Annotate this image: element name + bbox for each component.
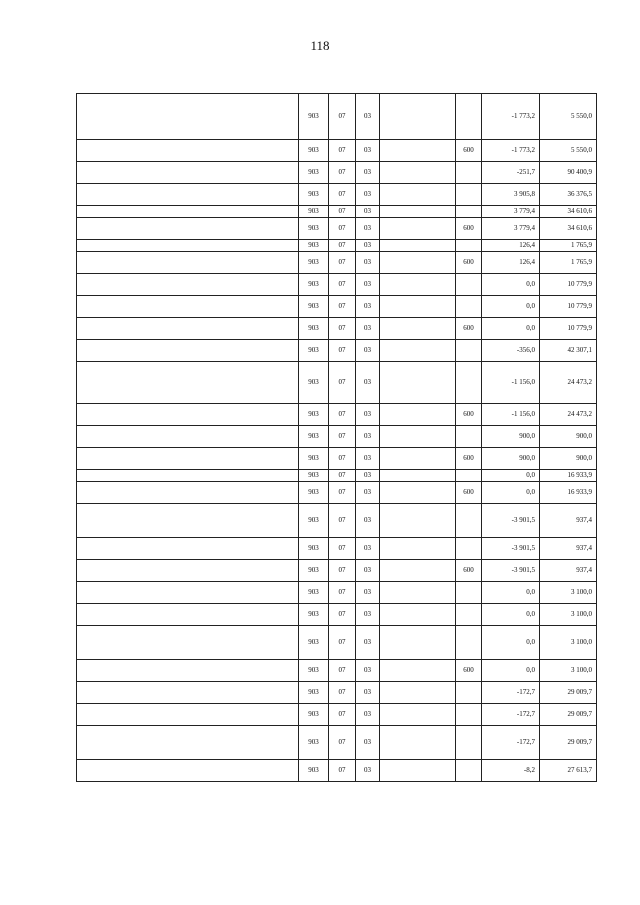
table-row (77, 240, 597, 252)
row-description (77, 704, 299, 726)
row-change-amount: 3 905,8 (482, 184, 540, 206)
table-row (77, 626, 597, 660)
row-description (77, 504, 299, 538)
table-row (77, 482, 597, 504)
row-description (77, 682, 299, 704)
row-change-amount: -1 156,0 (482, 404, 540, 426)
row-change-amount: -3 901,5 (482, 560, 540, 582)
row-ministry-code: 903 (299, 448, 329, 470)
row-subsection-code: 03 (356, 184, 380, 206)
row-description (77, 626, 299, 660)
row-ministry-code: 903 (299, 604, 329, 626)
row-subsection-code: 03 (356, 162, 380, 184)
row-change-amount: 126,4 (482, 240, 540, 252)
row-description (77, 760, 299, 782)
row-ministry-code: 903 (299, 162, 329, 184)
row-expense-type (456, 274, 482, 296)
row-article-code (380, 582, 456, 604)
row-ministry-code: 903 (299, 482, 329, 504)
row-total-amount: 10 779,9 (540, 296, 597, 318)
row-total-amount: 24 473,2 (540, 362, 597, 404)
row-description (77, 240, 299, 252)
row-section-code: 07 (329, 604, 356, 626)
row-ministry-code: 903 (299, 660, 329, 682)
row-change-amount: 126,4 (482, 252, 540, 274)
table-row (77, 218, 597, 240)
row-subsection-code: 03 (356, 318, 380, 340)
row-description (77, 482, 299, 504)
row-total-amount: 900,0 (540, 448, 597, 470)
row-section-code: 07 (329, 760, 356, 782)
row-subsection-code: 03 (356, 252, 380, 274)
row-subsection-code: 03 (356, 94, 380, 140)
row-subsection-code: 03 (356, 582, 380, 604)
row-article-code (380, 362, 456, 404)
row-description (77, 218, 299, 240)
row-article-code (380, 760, 456, 782)
row-total-amount: 27 613,7 (540, 760, 597, 782)
row-expense-type: 600 (456, 318, 482, 340)
row-subsection-code: 03 (356, 404, 380, 426)
row-subsection-code: 03 (356, 482, 380, 504)
row-subsection-code: 03 (356, 426, 380, 448)
row-subsection-code: 03 (356, 206, 380, 218)
row-section-code: 07 (329, 726, 356, 760)
row-article-code (380, 318, 456, 340)
row-subsection-code: 03 (356, 296, 380, 318)
row-section-code: 07 (329, 218, 356, 240)
table-row (77, 404, 597, 426)
table-row (77, 660, 597, 682)
row-change-amount: 0,0 (482, 582, 540, 604)
row-section-code: 07 (329, 482, 356, 504)
row-article-code (380, 504, 456, 538)
row-ministry-code: 903 (299, 318, 329, 340)
row-subsection-code: 03 (356, 470, 380, 482)
row-expense-type (456, 504, 482, 538)
page-number: 118 (310, 38, 330, 53)
row-change-amount: 3 779,4 (482, 218, 540, 240)
row-subsection-code: 03 (356, 340, 380, 362)
row-section-code: 07 (329, 340, 356, 362)
row-expense-type (456, 162, 482, 184)
row-subsection-code: 03 (356, 274, 380, 296)
row-section-code: 07 (329, 94, 356, 140)
row-section-code: 07 (329, 660, 356, 682)
row-ministry-code: 903 (299, 404, 329, 426)
row-expense-type (456, 362, 482, 404)
row-total-amount: 1 765,9 (540, 252, 597, 274)
row-total-amount: 16 933,9 (540, 470, 597, 482)
row-article-code (380, 704, 456, 726)
row-change-amount: -3 901,5 (482, 504, 540, 538)
table-row (77, 538, 597, 560)
row-change-amount: 0,0 (482, 604, 540, 626)
row-article-code (380, 340, 456, 362)
row-change-amount: 900,0 (482, 448, 540, 470)
row-ministry-code: 903 (299, 362, 329, 404)
row-total-amount: 5 550,0 (540, 140, 597, 162)
row-section-code: 07 (329, 504, 356, 538)
row-section-code: 07 (329, 140, 356, 162)
row-total-amount: 937,4 (540, 538, 597, 560)
row-section-code: 07 (329, 682, 356, 704)
row-total-amount: 3 100,0 (540, 626, 597, 660)
row-change-amount: -1 773,2 (482, 94, 540, 140)
row-total-amount: 1 765,9 (540, 240, 597, 252)
row-description (77, 582, 299, 604)
row-change-amount: -1 156,0 (482, 362, 540, 404)
row-description (77, 296, 299, 318)
table-row (77, 448, 597, 470)
row-description (77, 274, 299, 296)
row-expense-type (456, 184, 482, 206)
row-change-amount: 0,0 (482, 274, 540, 296)
row-article-code (380, 726, 456, 760)
row-expense-type (456, 682, 482, 704)
table-row (77, 726, 597, 760)
row-section-code: 07 (329, 470, 356, 482)
table-row (77, 274, 597, 296)
row-ministry-code: 903 (299, 470, 329, 482)
row-subsection-code: 03 (356, 140, 380, 162)
table-row (77, 296, 597, 318)
table-row (77, 760, 597, 782)
row-description (77, 560, 299, 582)
row-ministry-code: 903 (299, 682, 329, 704)
row-article-code (380, 404, 456, 426)
row-change-amount: -172,7 (482, 704, 540, 726)
row-expense-type: 600 (456, 482, 482, 504)
row-subsection-code: 03 (356, 362, 380, 404)
row-section-code: 07 (329, 362, 356, 404)
row-subsection-code: 03 (356, 538, 380, 560)
row-article-code (380, 162, 456, 184)
row-change-amount: 0,0 (482, 482, 540, 504)
row-article-code (380, 296, 456, 318)
table-row (77, 252, 597, 274)
row-description (77, 162, 299, 184)
row-article-code (380, 94, 456, 140)
row-section-code: 07 (329, 318, 356, 340)
row-ministry-code: 903 (299, 94, 329, 140)
row-description (77, 140, 299, 162)
row-expense-type (456, 426, 482, 448)
row-ministry-code: 903 (299, 626, 329, 660)
row-ministry-code: 903 (299, 704, 329, 726)
row-expense-type: 600 (456, 404, 482, 426)
row-expense-type (456, 240, 482, 252)
table-row (77, 426, 597, 448)
row-section-code: 07 (329, 538, 356, 560)
row-article-code (380, 274, 456, 296)
row-description (77, 604, 299, 626)
row-article-code (380, 218, 456, 240)
row-subsection-code: 03 (356, 448, 380, 470)
row-expense-type (456, 340, 482, 362)
row-total-amount: 937,4 (540, 504, 597, 538)
row-expense-type: 600 (456, 252, 482, 274)
row-expense-type (456, 538, 482, 560)
row-total-amount: 29 009,7 (540, 704, 597, 726)
table-row (77, 582, 597, 604)
row-article-code (380, 252, 456, 274)
row-article-code (380, 140, 456, 162)
table-row (77, 362, 597, 404)
row-change-amount: 0,0 (482, 470, 540, 482)
table-row (77, 94, 597, 140)
row-total-amount: 5 550,0 (540, 94, 597, 140)
row-section-code: 07 (329, 704, 356, 726)
row-expense-type (456, 704, 482, 726)
row-total-amount: 10 779,9 (540, 274, 597, 296)
row-ministry-code: 903 (299, 206, 329, 218)
row-article-code (380, 448, 456, 470)
row-section-code: 07 (329, 448, 356, 470)
row-section-code: 07 (329, 252, 356, 274)
row-ministry-code: 903 (299, 184, 329, 206)
row-description (77, 660, 299, 682)
row-total-amount: 3 100,0 (540, 582, 597, 604)
budget-table (76, 93, 597, 782)
row-description (77, 94, 299, 140)
row-description (77, 726, 299, 760)
row-section-code: 07 (329, 162, 356, 184)
row-article-code (380, 538, 456, 560)
row-expense-type: 600 (456, 560, 482, 582)
row-description (77, 470, 299, 482)
row-subsection-code: 03 (356, 726, 380, 760)
row-change-amount: 0,0 (482, 296, 540, 318)
table-row (77, 560, 597, 582)
row-change-amount: 0,0 (482, 626, 540, 660)
row-ministry-code: 903 (299, 252, 329, 274)
row-change-amount: 0,0 (482, 660, 540, 682)
row-article-code (380, 682, 456, 704)
table-row (77, 682, 597, 704)
row-ministry-code: 903 (299, 140, 329, 162)
row-expense-type (456, 296, 482, 318)
row-expense-type (456, 582, 482, 604)
row-total-amount: 937,4 (540, 560, 597, 582)
row-article-code (380, 626, 456, 660)
row-section-code: 07 (329, 296, 356, 318)
row-expense-type (456, 626, 482, 660)
row-ministry-code: 903 (299, 726, 329, 760)
row-article-code (380, 426, 456, 448)
row-ministry-code: 903 (299, 240, 329, 252)
row-article-code (380, 604, 456, 626)
row-expense-type (456, 206, 482, 218)
row-total-amount: 3 100,0 (540, 660, 597, 682)
table-row (77, 184, 597, 206)
row-total-amount: 10 779,9 (540, 318, 597, 340)
row-section-code: 07 (329, 206, 356, 218)
row-total-amount: 36 376,5 (540, 184, 597, 206)
row-ministry-code: 903 (299, 760, 329, 782)
row-section-code: 07 (329, 184, 356, 206)
table-row (77, 140, 597, 162)
row-description (77, 252, 299, 274)
row-subsection-code: 03 (356, 760, 380, 782)
row-ministry-code: 903 (299, 296, 329, 318)
row-expense-type (456, 726, 482, 760)
row-total-amount: 34 610,6 (540, 206, 597, 218)
table-row (77, 504, 597, 538)
row-ministry-code: 903 (299, 504, 329, 538)
row-ministry-code: 903 (299, 340, 329, 362)
row-description (77, 538, 299, 560)
row-change-amount: -172,7 (482, 726, 540, 760)
table-row (77, 340, 597, 362)
row-subsection-code: 03 (356, 704, 380, 726)
row-total-amount: 42 307,1 (540, 340, 597, 362)
row-section-code: 07 (329, 426, 356, 448)
row-expense-type: 600 (456, 448, 482, 470)
row-ministry-code: 903 (299, 218, 329, 240)
row-subsection-code: 03 (356, 560, 380, 582)
row-description (77, 404, 299, 426)
row-section-code: 07 (329, 560, 356, 582)
row-ministry-code: 903 (299, 274, 329, 296)
table-row (77, 704, 597, 726)
row-total-amount: 24 473,2 (540, 404, 597, 426)
row-section-code: 07 (329, 274, 356, 296)
table-row (77, 206, 597, 218)
row-article-code (380, 482, 456, 504)
row-section-code: 07 (329, 404, 356, 426)
row-expense-type (456, 760, 482, 782)
row-section-code: 07 (329, 582, 356, 604)
row-description (77, 318, 299, 340)
row-subsection-code: 03 (356, 626, 380, 660)
row-description (77, 206, 299, 218)
row-change-amount: -8,2 (482, 760, 540, 782)
row-expense-type: 600 (456, 140, 482, 162)
row-description (77, 448, 299, 470)
row-change-amount: -3 901,5 (482, 538, 540, 560)
row-section-code: 07 (329, 626, 356, 660)
table-row (77, 162, 597, 184)
row-description (77, 426, 299, 448)
row-change-amount: -1 773,2 (482, 140, 540, 162)
table-row (77, 470, 597, 482)
row-total-amount: 16 933,9 (540, 482, 597, 504)
row-total-amount: 900,0 (540, 426, 597, 448)
row-article-code (380, 240, 456, 252)
row-article-code (380, 206, 456, 218)
row-description (77, 184, 299, 206)
row-total-amount: 29 009,7 (540, 682, 597, 704)
row-article-code (380, 184, 456, 206)
row-subsection-code: 03 (356, 218, 380, 240)
row-article-code (380, 470, 456, 482)
row-total-amount: 34 610,6 (540, 218, 597, 240)
row-ministry-code: 903 (299, 538, 329, 560)
row-subsection-code: 03 (356, 660, 380, 682)
row-change-amount: 0,0 (482, 318, 540, 340)
row-change-amount: -356,0 (482, 340, 540, 362)
row-expense-type (456, 604, 482, 626)
row-expense-type (456, 94, 482, 140)
row-subsection-code: 03 (356, 504, 380, 538)
row-subsection-code: 03 (356, 604, 380, 626)
row-article-code (380, 560, 456, 582)
table-row (77, 604, 597, 626)
table-row (77, 318, 597, 340)
row-ministry-code: 903 (299, 426, 329, 448)
row-total-amount: 3 100,0 (540, 604, 597, 626)
row-expense-type (456, 470, 482, 482)
row-change-amount: 3 779,4 (482, 206, 540, 218)
row-change-amount: -251,7 (482, 162, 540, 184)
row-expense-type: 600 (456, 218, 482, 240)
row-total-amount: 90 400,9 (540, 162, 597, 184)
row-description (77, 362, 299, 404)
row-change-amount: -172,7 (482, 682, 540, 704)
row-ministry-code: 903 (299, 560, 329, 582)
row-total-amount: 29 009,7 (540, 726, 597, 760)
row-section-code: 07 (329, 240, 356, 252)
row-subsection-code: 03 (356, 682, 380, 704)
row-description (77, 340, 299, 362)
row-expense-type: 600 (456, 660, 482, 682)
row-article-code (380, 660, 456, 682)
row-subsection-code: 03 (356, 240, 380, 252)
row-change-amount: 900,0 (482, 426, 540, 448)
row-ministry-code: 903 (299, 582, 329, 604)
